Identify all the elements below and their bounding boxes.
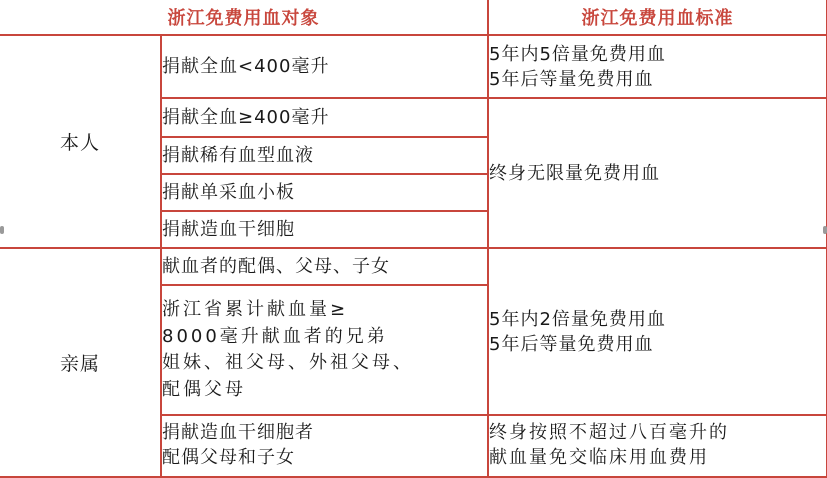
item-line: 捐献造血干细胞者 [162, 422, 314, 443]
standard-five-times [488, 35, 827, 98]
standard-line: 5年后等量免费用血 [489, 68, 654, 90]
left-edge-mark [0, 226, 4, 234]
item-line: 配偶父母和子女 [162, 447, 295, 468]
group-label-relatives: 亲属 [0, 248, 161, 477]
donation-item-apheresis-platelets: 捐献单采血小板 [161, 174, 488, 211]
header-eligible-recipients: 浙江免费用血对象 [0, 0, 488, 35]
item-line: 配偶父母 [162, 378, 246, 400]
donation-item-whole-blood-400-plus: 捐献全血≥400毫升 [161, 98, 488, 137]
item-line: 8000毫升献血者的兄弟 [162, 325, 388, 347]
relative-item-stem-cell-donor-family [161, 415, 488, 477]
relative-item-extended-family [161, 285, 488, 415]
standard-line: 5年内2倍量免费用血 [489, 308, 666, 330]
donation-item-whole-blood-under-400: 捐献全血<400毫升 [161, 35, 488, 98]
donation-item-rare-blood-type: 捐献稀有血型血液 [161, 137, 488, 174]
standard-two-times [488, 248, 827, 415]
relative-item-spouse-parents-children: 献血者的配偶、父母、子女 [161, 248, 488, 285]
donation-item-stem-cells: 捐献造血干细胞 [161, 211, 488, 248]
table-header-row [0, 0, 827, 35]
group-label-self: 本人 [0, 35, 161, 248]
item-line: 姐妹、祖父母、外祖父母、 [162, 352, 414, 373]
standard-lifetime-800ml-exemption [488, 415, 827, 477]
header-free-blood-standard: 浙江免费用血标准 [488, 0, 827, 35]
standard-line: 终身按照不超过八百毫升的 [489, 422, 729, 443]
table-row [0, 248, 827, 285]
right-edge-mark [823, 226, 827, 234]
standard-line: 5年内5倍量免费用血 [489, 43, 666, 65]
table-row [0, 35, 827, 98]
standard-unlimited-lifetime: 终身无限量免费用血 [488, 98, 827, 248]
standard-line: 献血量免交临床用血费用 [489, 447, 709, 468]
standard-line: 5年后等量免费用血 [489, 333, 654, 355]
item-line: 浙江省累计献血量≥ [162, 299, 349, 320]
